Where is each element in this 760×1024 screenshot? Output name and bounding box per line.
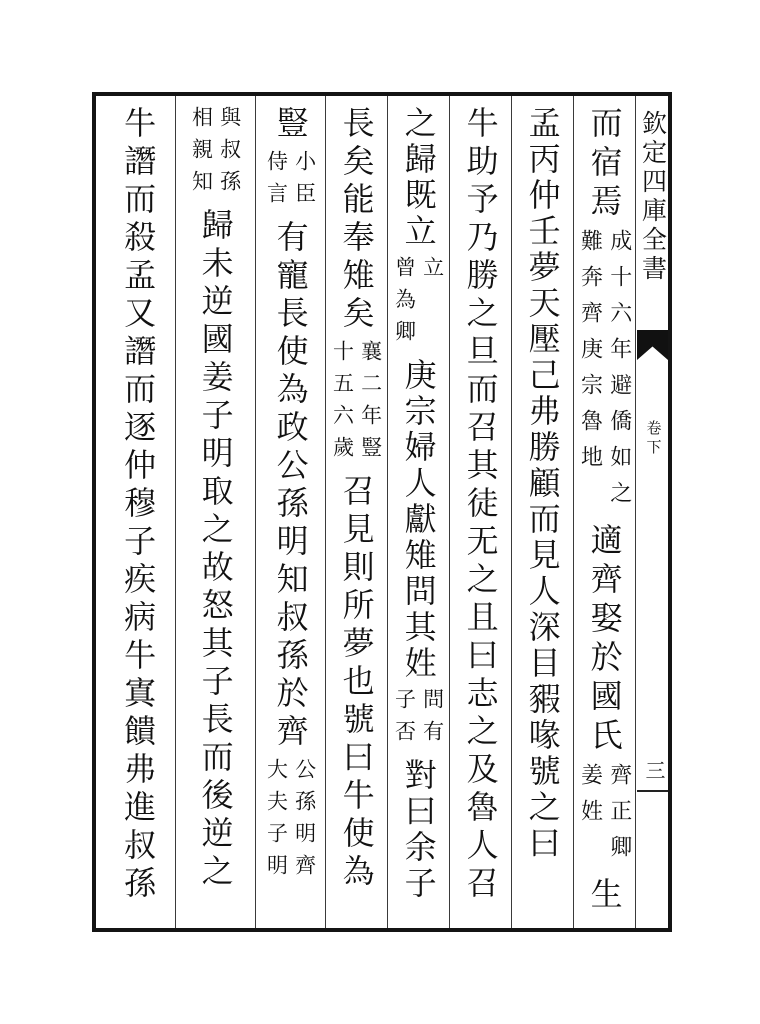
main-text: 長矣能奉雉矣	[337, 106, 376, 334]
annotation	[189, 106, 240, 202]
annotation-left: 侍言	[264, 150, 289, 214]
main-text: 牛助予乃勝之旦而召其徒无之且曰志之及魯人召	[461, 106, 500, 904]
annotation-right: 問有	[420, 688, 445, 752]
annotation-left: 十五六歲	[330, 340, 355, 468]
annotation-right: 立	[420, 256, 445, 288]
annotation	[577, 763, 630, 871]
volume-label: 卷下	[644, 420, 663, 458]
annotation	[392, 256, 443, 352]
main-text: 而宿焉	[585, 106, 624, 223]
main-text: 庚宗婦人獻雉問其姓	[399, 358, 438, 682]
text-column	[175, 106, 255, 922]
main-text: 生	[585, 877, 624, 916]
annotation-right: 與叔孫	[217, 106, 242, 202]
book-title: 欽定四庫全書	[638, 110, 668, 284]
annotation-right: 襄二年豎	[358, 340, 383, 468]
text-column	[100, 106, 175, 922]
main-text: 孟丙仲壬夢天壓己弗勝顧而見人深目豭喙號之曰	[523, 106, 562, 862]
annotation-left: 曾為卿	[392, 256, 417, 352]
annotation-left: 子否	[392, 688, 417, 752]
text-column	[387, 106, 449, 922]
annotation	[264, 758, 315, 886]
annotation	[264, 150, 315, 214]
annotation-right: 公孫明齊	[292, 758, 317, 886]
annotation-right: 齊正卿	[606, 763, 632, 871]
annotation-left: 大夫子明	[264, 758, 289, 886]
text-column	[573, 106, 635, 922]
main-text: 豎	[271, 106, 310, 144]
annotation-left: 難奔齊庚宗魯地	[577, 229, 603, 481]
text-column	[325, 106, 387, 922]
annotation	[330, 340, 381, 468]
annotation-left: 相親知	[189, 106, 214, 202]
main-text: 之歸既立	[399, 106, 438, 250]
main-text: 牛譖而殺孟又譖而逐仲穆子疾病牛寘饋弗進叔孫	[119, 106, 158, 904]
text-column	[449, 106, 511, 922]
main-text: 歸未逆國姜子明取之故怒其子長而後逆之	[196, 208, 235, 892]
annotation	[577, 229, 630, 517]
text-column	[255, 106, 325, 922]
main-text: 適齊娶於國氏	[585, 523, 624, 757]
annotation-right: 成十六年避僑如之	[606, 229, 632, 517]
annotation-right: 小臣	[292, 150, 317, 214]
page-number: 三	[642, 760, 666, 780]
annotation-left: 姜姓	[577, 763, 603, 835]
main-text: 召見則所夢也號曰牛使為	[337, 474, 376, 892]
annotation	[392, 688, 443, 752]
column-rule	[635, 96, 636, 928]
main-text: 對曰余子	[399, 758, 438, 902]
strip-divider	[637, 790, 668, 792]
text-column	[511, 106, 573, 922]
main-text: 有寵長使為政公孫明知叔孫於齊	[271, 220, 310, 752]
